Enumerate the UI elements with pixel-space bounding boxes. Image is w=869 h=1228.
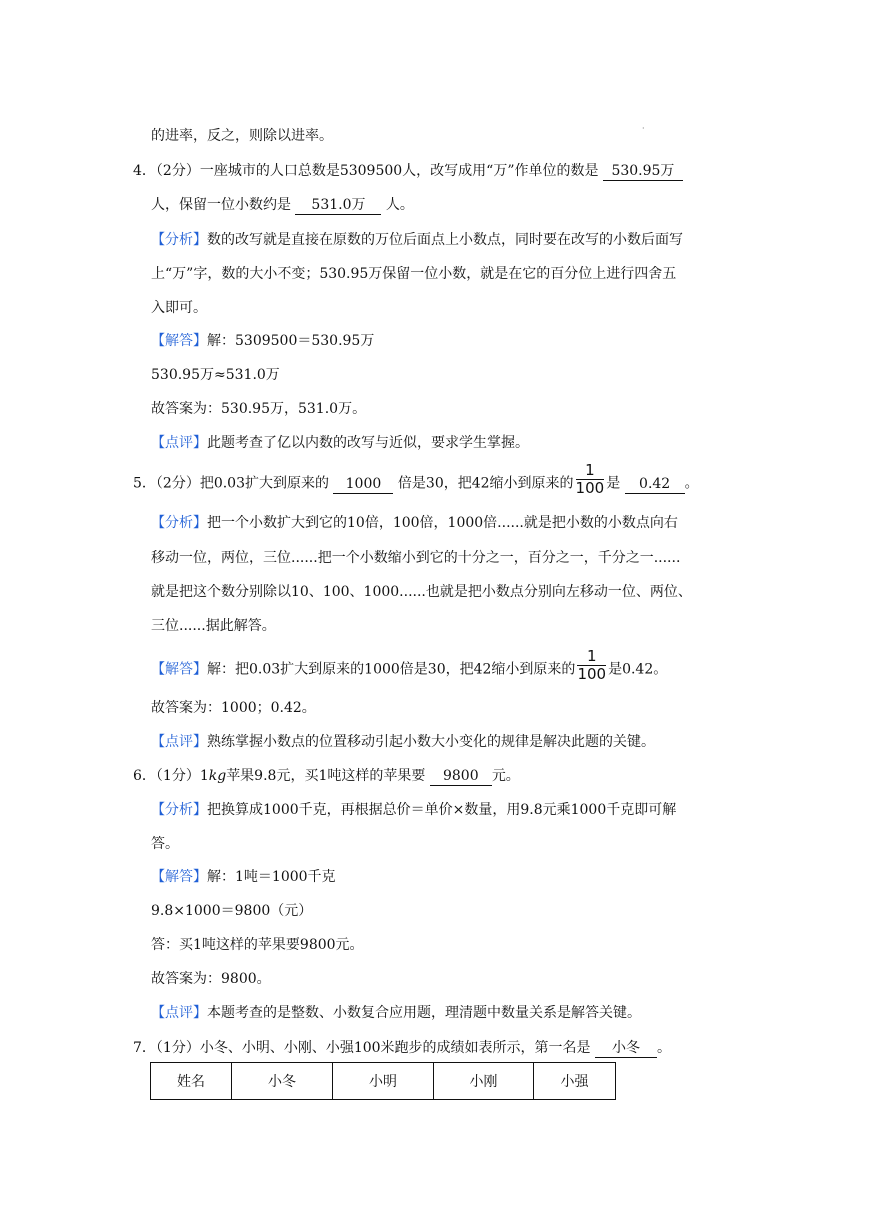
table-cell: 小强 [534,1063,616,1100]
fraction: $\frac{1}{100}$ [575,461,605,497]
solution-block: 【解答】解：1吨＝1000千克 [151,869,336,885]
solution-text: 530.95万≈531.0万 [151,367,280,383]
unit-kg: kg [208,768,227,784]
analysis-tag: 【分析】 [151,802,207,818]
comment-block: 【点评】此题考查了亿以内数的改写与近似，要求学生掌握。 [151,435,529,451]
question-4-line2: 人，保留一位小数约是 531.0万 人。 [151,197,414,213]
solution-block: 【解答】解：把0.03扩大到原来的1000倍是30，把42缩小到原来的 $\frac{1}{100}$ 是0.42。 [151,647,668,683]
solution-text: 9.8×1000＝9800（元） [151,903,313,919]
table-cell: 小明 [333,1063,434,1100]
comment-tag: 【点评】 [151,1005,207,1021]
question-7: 7．（1分）小冬、小明、小刚、小强100米跑步的成绩如表所示，第一名是 小冬 。 [133,1040,671,1056]
answer-blank: 0.42 [625,476,685,494]
comment-tag: 【点评】 [151,734,207,750]
solution-text: 故答案为：1000；0.42。 [151,700,316,716]
answer-blank: 9800 [430,768,492,786]
solution-tag: 【解答】 [151,333,207,349]
results-table [150,1062,616,1100]
analysis-block: 【分析】数的改写就是直接在原数的万位后面点上小数点，同时要在改写的小数后面写 [151,232,683,248]
analysis-text: 三位......据此解答。 [151,618,276,634]
solution-text: 答：买1吨这样的苹果要9800元。 [151,937,364,953]
table-row [151,1063,616,1100]
analysis-tag: 【分析】 [151,515,207,531]
analysis-tag: 【分析】 [151,232,207,248]
question-6: 6．（1分）1kg苹果9.8元，买1吨这样的苹果要 9800 元。 [133,768,520,784]
answer-blank: 531.0万 [295,197,381,215]
fraction: $\frac{1}{100}$ [577,647,607,683]
question-5: 5．（2分）把0.03扩大到原来的 1000 倍是30，把42缩小到原来的 $\frac{1}{100}$ 是 0.42 。 [133,461,699,497]
answer-blank: 小冬 [595,1040,657,1058]
stray-dot: · [642,124,645,133]
solution-text: 故答案为：9800。 [151,971,271,987]
answer-blank: 530.95万 [603,163,683,181]
analysis-block: 【分析】把一个小数扩大到它的10倍，100倍，1000倍......就是把小数的小数点向右 [151,515,678,531]
analysis-block: 【分析】把换算成1000千克，再根据总价＝单价×数量，用9.8元乘1000千克即可解 [151,802,677,818]
answer-blank: 1000 [333,476,393,494]
solution-block: 【解答】解：5309500＝530.95万 [151,333,375,349]
comment-block: 【点评】熟练掌握小数点的位置移动引起小数大小变化的规律是解决此题的关键。 [151,734,655,750]
table-cell: 小冬 [232,1063,333,1100]
solution-tag: 【解答】 [151,869,207,885]
analysis-text: 上“万”字，数的大小不变；530.95万保留一位小数，就是在它的百分位上进行四舍五 [151,266,677,282]
analysis-text: 答。 [151,836,179,852]
analysis-text: 移动一位，两位，三位......把一个小数缩小到它的十分之一，百分之一，千分之一...... [151,550,681,566]
comment-tag: 【点评】 [151,435,207,451]
table-cell: 姓名 [151,1063,232,1100]
question-4: 4．（2分）一座城市的人口总数是5309500人，改写成用“万”作单位的数是 530.95万 [133,161,683,181]
solution-text: 故答案为：530.95万，531.0万。 [151,401,367,417]
solution-tag: 【解答】 [151,661,207,678]
comment-block: 【点评】本题考查的是整数、小数复合应用题，理清题中数量关系是解答关键。 [151,1005,641,1021]
analysis-text: 就是把这个数分别除以10、100、1000......也就是把小数点分别向左移动一位、两位、 [151,584,692,600]
continuation-text: 的进率，反之，则除以进率。 [151,128,333,144]
table-cell: 小刚 [434,1063,534,1100]
analysis-text: 入即可。 [151,300,207,316]
